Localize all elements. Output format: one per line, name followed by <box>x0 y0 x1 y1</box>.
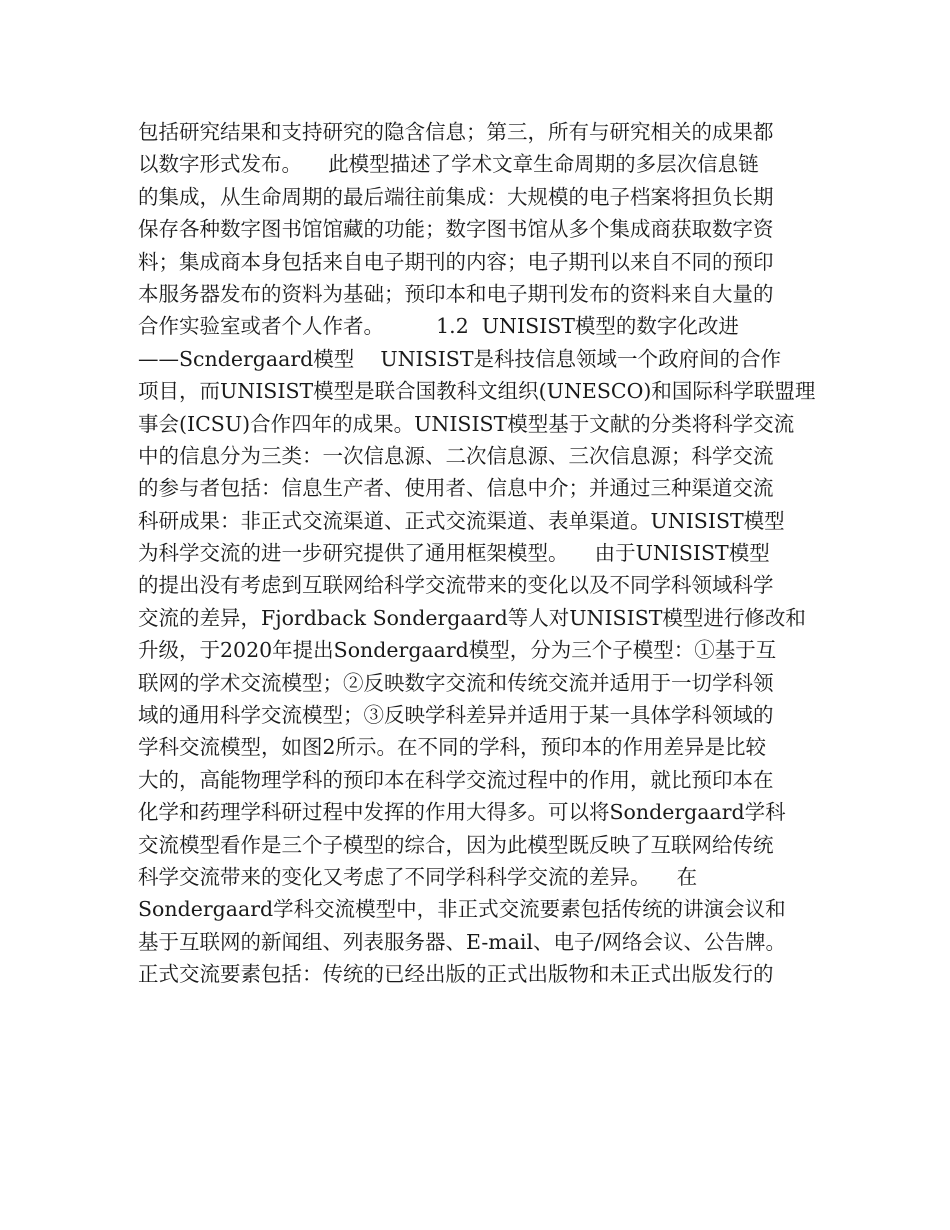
text-line: 联网的学术交流模型；②反映数字交流和传统交流并适用于一切学科领 <box>138 670 774 695</box>
text-line: 科研成果：非正式交流渠道、正式交流渠道、表单渠道。UNISIST模型 <box>138 508 785 533</box>
text-line: 以数字形式发布。 此模型描述了学术文章生命周期的多层次信息链 <box>138 152 759 177</box>
text-line: 交流模型看作是三个子模型的综合，因为此模型既反映了互联网给传统 <box>138 832 774 857</box>
text-line: 的提出没有考虑到互联网给科学交流带来的变化以及不同学科领域科学 <box>138 573 774 598</box>
text-line: 升级，于2020年提出Sondergaard模型，分为三个子模型：①基于互 <box>138 638 777 663</box>
text-line: 的集成，从生命周期的最后端往前集成：大规模的电子档案将担负长期 <box>138 184 774 209</box>
text-line: 保存各种数字图书馆馆藏的功能；数字图书馆从多个集成商获取数字资 <box>138 217 774 242</box>
text-line: 基于互联网的新闻组、列表服务器、E-mail、电子/网络会议、公告牌。 <box>138 929 786 954</box>
text-line: ——Scndergaard模型 UNISIST是科技信息领域一个政府间的合作 <box>138 346 782 371</box>
text-line: 事会(ICSU)合作四年的成果。UNISIST模型基于文献的分类将科学交流 <box>138 411 795 436</box>
text-line: 中的信息分为三类：一次信息源、二次信息源、三次信息源；科学交流 <box>138 443 774 468</box>
text-line: 料；集成商本身包括来自电子期刊的内容；电子期刊以来自不同的预印 <box>138 249 774 274</box>
text-line: 本服务器发布的资料为基础；预印本和电子期刊发布的资料来自大量的 <box>138 281 774 306</box>
body-text <box>138 116 828 991</box>
text-line: 科学交流带来的变化又考虑了不同学科科学交流的差异。 在 <box>138 864 698 889</box>
text-line: 正式交流要素包括：传统的已经出版的正式出版物和未正式出版发行的 <box>138 962 774 987</box>
text-line: 学科交流模型，如图2所示。在不同的学科，预印本的作用差异是比较 <box>138 735 767 760</box>
text-line: 的参与者包括：信息生产者、使用者、信息中介；并通过三种渠道交流 <box>138 476 774 501</box>
text-line: 合作实验室或者个人作者。 1.2 UNISIST模型的数字化改进 <box>138 314 739 339</box>
text-line: 化学和药理学科研过程中发挥的作用大得多。可以将Sondergaard学科 <box>138 800 786 825</box>
text-line: Sondergaard学科交流模型中，非正式交流要素包括传统的讲演会议和 <box>138 897 786 922</box>
text-line: 项目，而UNISIST模型是联合国教科文组织(UNESCO)和国际科学联盟理 <box>138 379 816 404</box>
text-line: 大的，高能物理学科的预印本在科学交流过程中的作用，就比预印本在 <box>138 767 774 792</box>
text-line: 包括研究结果和支持研究的隐含信息；第三，所有与研究相关的成果都 <box>138 120 774 144</box>
text-line: 交流的差异，Fjordback Sondergaard等人对UNISIST模型进行修改和 <box>138 605 806 630</box>
text-line: 为科学交流的进一步研究提供了通用框架模型。 由于UNISIST模型 <box>138 541 770 566</box>
text-line: 域的通用科学交流模型；③反映学科差异并适用于某一具体学科领域的 <box>138 703 774 728</box>
